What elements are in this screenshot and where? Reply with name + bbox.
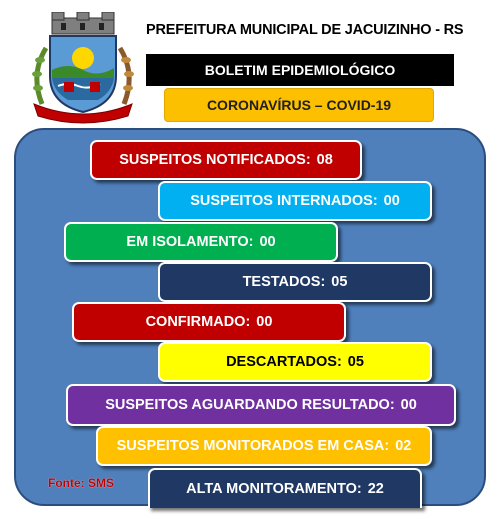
municipal-coat-of-arms-icon xyxy=(28,12,138,124)
stat-testados xyxy=(158,262,432,302)
stat-label: SUSPEITOS NOTIFICADOS: xyxy=(119,152,311,168)
stat-label: ALTA MONITORAMENTO: xyxy=(186,481,362,497)
stat-suspeitos-notificados xyxy=(90,140,362,180)
stat-label: CONFIRMADO: xyxy=(145,314,251,330)
covid-topic-banner: CORONAVÍRUS – COVID-19 xyxy=(164,88,434,122)
stat-em-isolamento xyxy=(64,222,338,262)
stat-descartados xyxy=(158,342,432,382)
source-note: Fonte: SMS xyxy=(48,476,114,490)
stat-value: 05 xyxy=(347,354,364,370)
bulletin-header: BOLETIM EPIDEMIOLÓGICO xyxy=(146,54,454,86)
stat-aguardando-resultado xyxy=(66,384,456,426)
stat-value: 05 xyxy=(331,274,348,290)
stat-value: 00 xyxy=(256,314,273,330)
stat-label: DESCARTADOS: xyxy=(226,354,342,370)
crown-icon xyxy=(52,12,114,34)
stat-value: 02 xyxy=(395,438,412,454)
stat-value: 00 xyxy=(259,234,276,250)
stat-value: 22 xyxy=(367,481,384,497)
stat-value: 00 xyxy=(383,193,400,209)
stat-label: TESTADOS: xyxy=(242,274,326,290)
stat-label: SUSPEITOS MONITORADOS EM CASA: xyxy=(116,438,390,454)
stat-value: 00 xyxy=(400,397,417,413)
stat-label: SUSPEITOS INTERNADOS: xyxy=(190,193,378,209)
stat-alta-monitoramento xyxy=(148,468,422,508)
sun-icon xyxy=(72,47,94,69)
stat-confirmado xyxy=(72,302,346,342)
stat-suspeitos-internados xyxy=(158,181,432,221)
stat-value: 08 xyxy=(316,152,333,168)
stat-label: SUSPEITOS AGUARDANDO RESULTADO: xyxy=(105,397,395,413)
municipality-title: PREFEITURA MUNICIPAL DE JACUIZINHO - RS xyxy=(146,22,464,38)
stat-label: EM ISOLAMENTO: xyxy=(126,234,254,250)
stat-monitorados-em-casa xyxy=(96,426,432,466)
